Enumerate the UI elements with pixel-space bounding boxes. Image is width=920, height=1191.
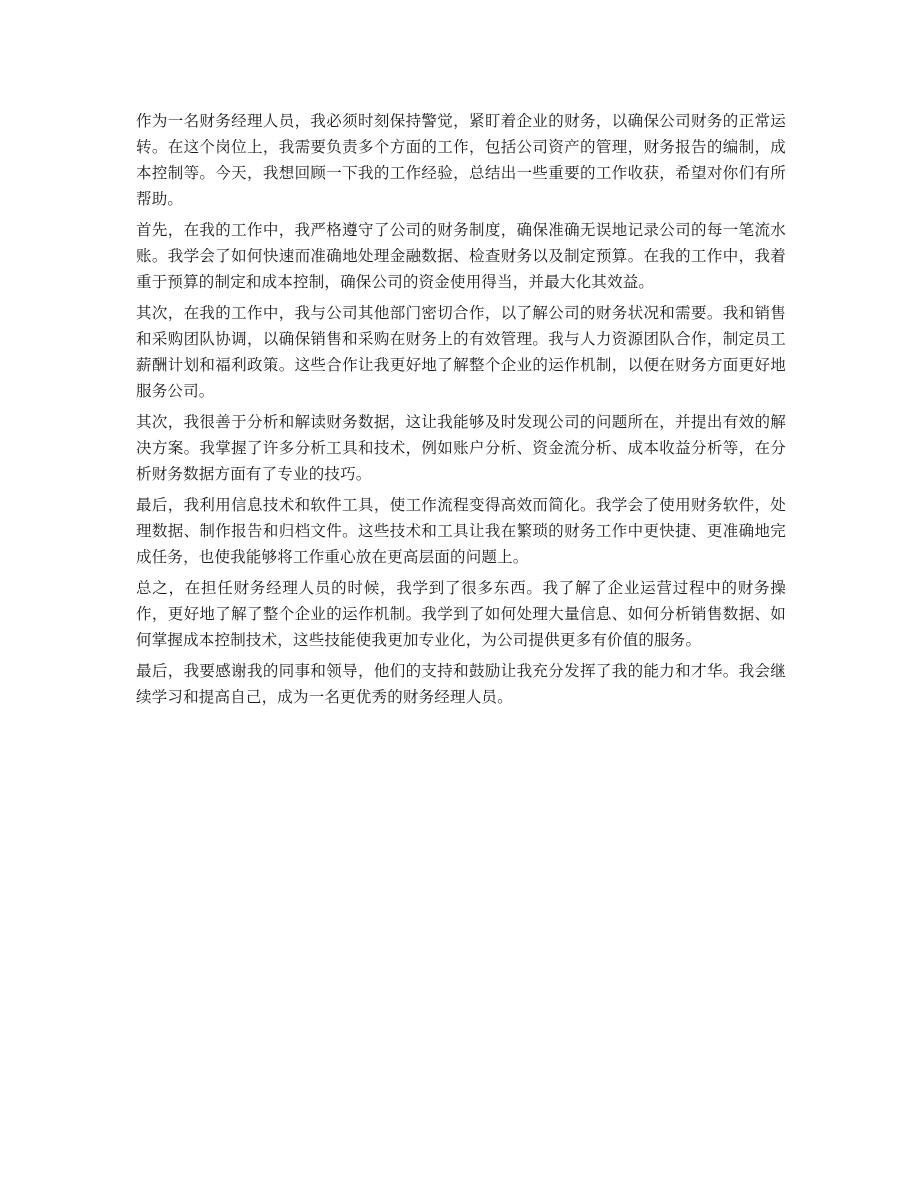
paragraph-4: 其次，我很善于分析和解读财务数据，这让我能够及时发现公司的问题所在，并提出有效的解决方案。我掌握了许多分析工具和技术，例如账户分析、资金流分析、成本收益分析等，在分析财务数据方面有了专业的技巧。 xyxy=(136,413,786,483)
paragraph-7: 最后，我要感谢我的同事和领导，他们的支持和鼓励让我充分发挥了我的能力和才华。我会继续学习和提高自己，成为一名更优秀的财务经理人员。 xyxy=(136,662,786,706)
paragraph-5: 最后，我利用信息技术和软件工具，使工作流程变得高效而简化。我学会了使用财务软件，处理数据、制作报告和归档文件。这些技术和工具让我在繁琐的财务工作中更快捷、更准确地完成任务，也使我能够将工作重心放在更高层面的问题上。 xyxy=(136,496,786,566)
paragraph-6: 总之，在担任财务经理人员的时候，我学到了很多东西。我了解了企业运营过程中的财务操作，更好地了解了整个企业的运作机制。我学到了如何处理大量信息、如何分析销售数据、如何掌握成本控制技术，这些技能使我更加专业化，为公司提供更多有价值的服务。 xyxy=(136,579,786,649)
paragraph-3: 其次，在我的工作中，我与公司其他部门密切合作，以了解公司的财务状况和需要。我和销售和采购团队协调，以确保销售和采购在财务上的有效管理。我与人力资源团队合作，制定员工薪酬计划和福利政策。这些合作让我更好地了解整个企业的运作机制，以便在财务方面更好地服务公司。 xyxy=(136,304,786,400)
paragraph-2: 首先，在我的工作中，我严格遵守了公司的财务制度，确保准确无误地记录公司的每一笔流水账。我学会了如何快速而准确地处理金融数据、检查财务以及制定预算。在我的工作中，我着重于预算的制定和成本控制，确保公司的资金使用得当，并最大化其效益。 xyxy=(136,221,786,291)
paragraph-1: 作为一名财务经理人员，我必须时刻保持警觉，紧盯着企业的财务，以确保公司财务的正常运转。在这个岗位上，我需要负责多个方面的工作，包括公司资产的管理，财务报告的编制，成本控制等。今天，我想回顾一下我的工作经验，总结出一些重要的工作收获，希望对你们有所帮助。 xyxy=(136,112,786,208)
document-body xyxy=(136,108,786,715)
